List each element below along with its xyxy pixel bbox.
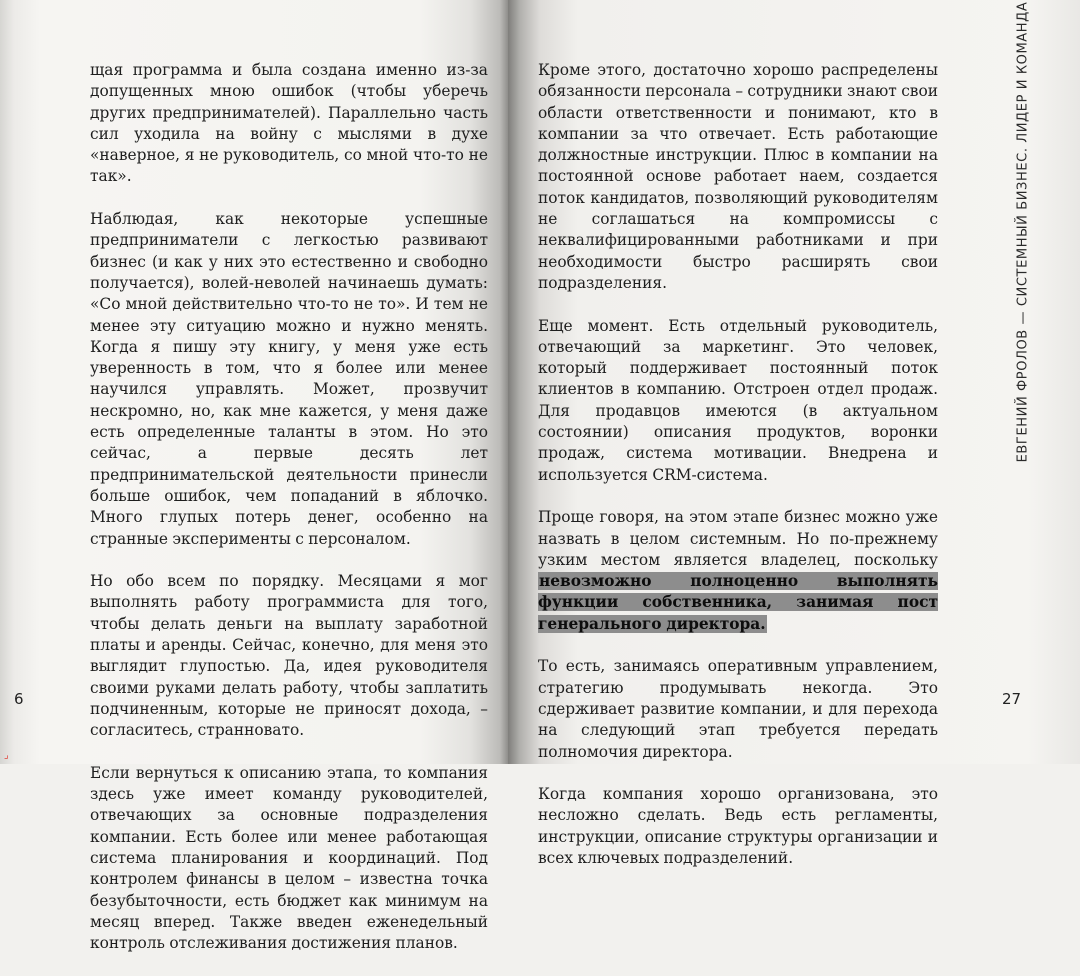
right-paragraph-3-text: Проще говоря, на этом этапе бизнес можно уже назвать в целом системным. Но по-прежнему узким местом является владелец, поскольку <box>538 508 938 569</box>
running-head-text: ЕВГЕНИЙ ФРОЛОВ — СИСТЕМНЫЙ БИЗНЕС. ЛИДЕР И КОМАНДА <box>1015 1 1031 463</box>
corner-mark-icon: ⌟ <box>4 750 9 761</box>
right-paragraph-5: Когда компания хорошо организована, это несложно сделать. Ведь есть регламенты, инструкции, описание структуры организации и всех ключевых подразделений. <box>538 785 938 867</box>
left-page-text <box>90 60 488 976</box>
right-page-number: 27 <box>1002 690 1022 708</box>
right-paragraph-3 <box>538 507 938 635</box>
left-paragraph-4: Если вернуться к описанию этапа, то компания здесь уже имеет команду руководителей, отвечающих за основные подразделения компании. Есть более или менее работающая система планирования и координаций. Под контролем финансы в целом – известна точка безубыточности, есть бюджет как минимум на месяц вперед. Также введен еженедельный контроль отслеживания достижения планов. <box>90 763 488 953</box>
highlighted-text: невозможно полноценно выполнять функции собственника, занимая пост генерального директора. <box>538 572 938 633</box>
right-paragraph-1: Кроме этого, достаточно хорошо распределены обязанности персонала – сотрудники знают свои области ответственности и понимают, кто в компании за что отвечает. Есть работающие должностные инструкции. Плюс в компании на постоянной основе работает наем, создается поток кандидатов, позволяющий руководителям не соглашаться на компромиссы с неквалифицированными работниками и при необходимости быстро расширять свои подразделения. <box>538 61 938 292</box>
right-page-text <box>538 60 938 891</box>
right-paragraph-4: То есть, занимаясь оперативным управлением, стратегию продумывать некогда. Это сдерживает развитие компании, и для перехода на следующий этап требуется передать полномочия директора. <box>538 657 938 761</box>
left-page-number: 6 <box>14 690 24 708</box>
left-paragraph-3: Но обо всем по порядку. Месяцами я мог выполнять работу программиста для того, чтобы делать деньги на выплату заработной платы и аренды. Сейчас, конечно, для меня это выглядит глупостью. Да, идея руководителя своими руками делать работу, чтобы заплатить подчиненным, которые не приносят дохода, – согласитесь, странновато. <box>90 572 488 740</box>
left-paragraph-2: Наблюдая, как некоторые успешные предприниматели с легкостью развивают бизнес (и как у них это естественно и свободно получается), волей-неволей начинаешь думать: «Со мной действительно что-то не то». И тем не менее эту ситуацию можно и нужно менять. Когда я пишу эту книгу, у меня уже есть уверенность в том, что я более или менее научился управлять. Может, прозвучит нескромно, но, как мне кажется, у меня даже есть определенные таланты в этом. Но это сейчас, а первые десять лет предпринимательской деятельности принесли больше ошибок, чем попаданий в яблочко. Много глупых потерь денег, особенно на странные эксперименты с персоналом. <box>90 210 488 548</box>
left-paragraph-1: щая программа и была создана именно из-за допущенных мною ошибок (чтобы уберечь других предпринимателей). Параллельно часть сил уходила на войну с мыслями в духе «наверное, я не руководитель, со мной что-то не так». <box>90 61 488 186</box>
right-paragraph-2: Еще момент. Есть отдельный руководитель, отвечающий за маркетинг. Это человек, который поддерживает постоянный поток клиентов в компанию. Отстроен отдел продаж. Для продавцов имеются (в актуальном состоянии) описания продуктов, воронки продаж, система мотивации. Внедрена и используется CRM-система. <box>538 316 938 484</box>
